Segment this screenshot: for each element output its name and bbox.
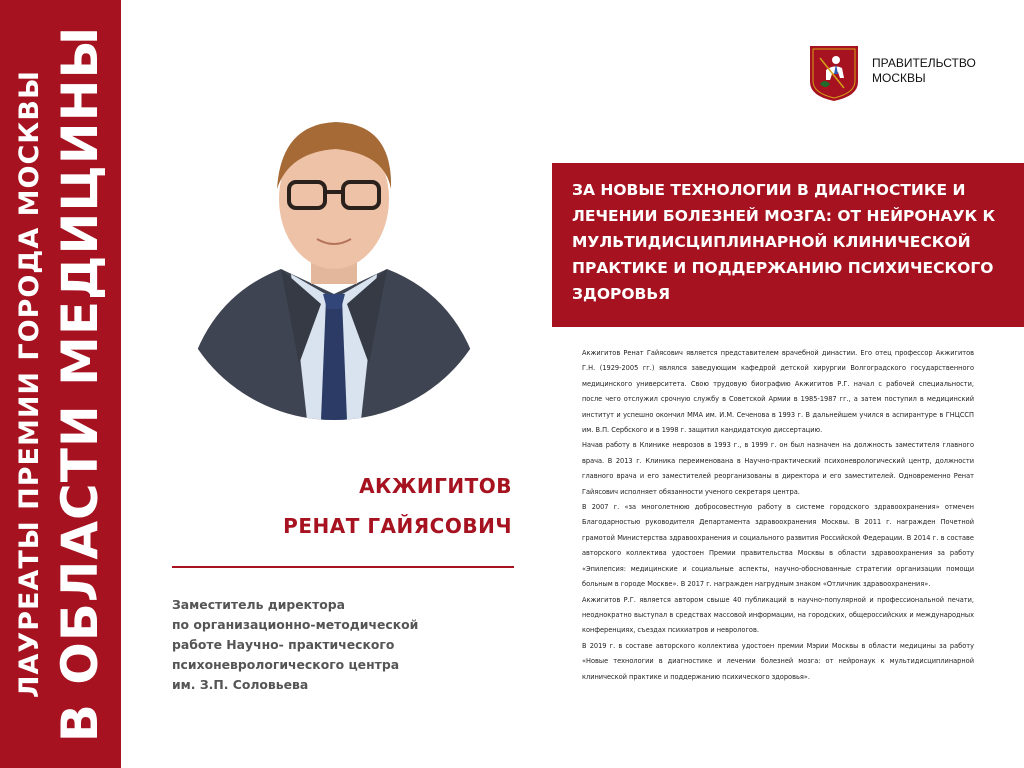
- position-line: им. З.П. Соловьева: [172, 677, 309, 692]
- biography-paragraph: Акжигитов Ренат Гайясович является представителем врачебной династии. Его отец профессор Акжигитов Г.Н. (1929-2005 гг.) являлся заведующим кафедрой детской хирургии Волгоградского государственного медицинского университета. Свою трудовую биографию Акжигитов Р.Г. начал с рабочей специальности, после чего отслужил срочную службу в Советской Армии в 1985-1987 гг., а затем поступил в медицинский институт и успешно окончил ММА им. И.М. Сеченова в 1993 г. В дальнейшем учился в аспирантуре в ГНЦССП им. В.П. Сербского и в 1998 г. защитил кандидатскую диссертацию.: [582, 349, 974, 435]
- person-position: [172, 595, 522, 695]
- side-banner-line2: В ОБЛАСТИ МЕДИЦИНЫ: [51, 25, 109, 743]
- position-line: психоневрологического центра: [172, 657, 400, 672]
- biography-paragraph: Начав работу в Клинике неврозов в 1993 г., в 1999 г. он был назначен на должность заместителя главного врача. В 2013 г. Клиника переименована в Научно-практический психоневрологический центр, должности главного врача и его заместителей реорганизованы в директора и его заместителей. Одновременно Ренат Гайясович исполняет обязанности ученого секретаря центра.: [582, 441, 974, 496]
- side-banner-line1: ЛАУРЕАТЫ ПРЕМИИ ГОРОДА МОСКВЫ: [14, 70, 45, 698]
- person-surname: АКЖИГИТОВ: [359, 474, 512, 498]
- government-name-line2: МОСКВЫ: [872, 71, 926, 85]
- biography-paragraph: В 2007 г. «за многолетнюю добросовестную работу в системе городского здравоохранения» отмечен Благодарностью руководителя Департамента здравоохранения Москвы. В 2011 г. награжден Почетной грамотой Министерства здравоохранения и социального развития Российской Федерации. В 2014 г. в составе авторского коллектива удостоен Премии правительства Москвы в области здравоохранения за работу «Эпилепсия: медицинские и социальные аспекты, научно-обоснованные стратегии организации помощи больным в городе Москве». В 2017 г. награжден нагрудным знаком «Отличник здравоохранения».: [582, 503, 974, 589]
- position-line: работе Научно- практического: [172, 637, 395, 652]
- divider: [172, 566, 514, 568]
- government-name: [872, 56, 976, 86]
- portrait-image: [171, 104, 497, 420]
- award-title: ЗА НОВЫЕ ТЕХНОЛОГИИ В ДИАГНОСТИКЕ И ЛЕЧЕНИИ БОЛЕЗНЕЙ МОЗГА: ОТ НЕЙРОНАУК К МУЛЬТИДИСЦИПЛИНАРНОЙ КЛИНИЧЕСКОЙ ПРАКТИКЕ И ПОДДЕРЖАНИЮ ПСИХИЧЕСКОГО ЗДОРОВЬЯ: [552, 163, 1024, 327]
- person-given-names: РЕНАТ ГАЙЯСОВИЧ: [283, 514, 512, 538]
- biography-paragraph: Акжигитов Р.Г. является автором свыше 40 публикаций в научно-популярной и профессиональной печати, неоднократно выступал в средствах массовой информации, на городских, общероссийских и международных конференциях, съездах психиатров и неврологов.: [582, 595, 974, 635]
- position-line: по организационно-методической: [172, 617, 419, 632]
- person-name: [200, 466, 512, 546]
- government-name-line1: ПРАВИТЕЛЬСТВО: [872, 56, 976, 70]
- position-line: Заместитель директора: [172, 597, 346, 612]
- moscow-coat-of-arms-icon: [808, 44, 860, 102]
- biography-paragraph: В 2019 г. в составе авторского коллектива удостоен премии Мэрии Москвы в области медицины за работу «Новые технологии в диагностике и лечении болезней мозга: от нейронаук к мультидисциплинарной клинической практике и поддержанию психического здоровья».: [582, 641, 974, 681]
- side-banner: [0, 0, 121, 768]
- biography: [582, 346, 974, 685]
- side-banner-text: [10, 4, 110, 764]
